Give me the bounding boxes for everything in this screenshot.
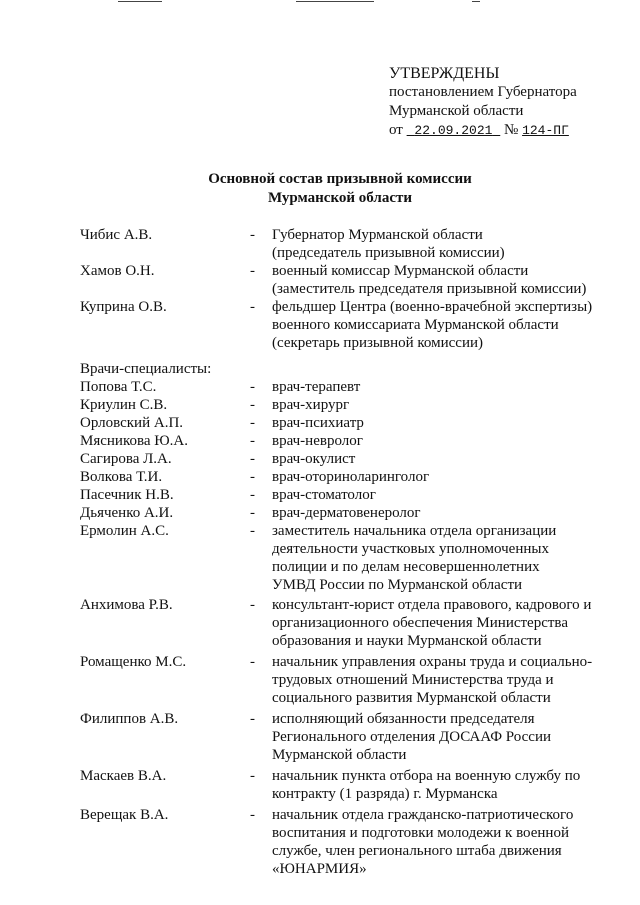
member-row xyxy=(80,522,620,594)
member-row xyxy=(80,486,620,504)
member-position xyxy=(272,298,620,352)
member-separator: - xyxy=(250,263,255,279)
member-row xyxy=(80,504,620,522)
member-separator: - xyxy=(250,487,255,503)
position-line: врач-окулист xyxy=(272,451,356,467)
position-line: врач-терапевт xyxy=(272,379,361,395)
approval-line-2: Мурманской области xyxy=(389,103,524,119)
commission-roster xyxy=(80,226,620,878)
member-separator: - xyxy=(250,807,255,823)
position-line: контракту (1 разряда) г. Мурманска xyxy=(272,786,498,802)
member-separator: - xyxy=(250,523,255,539)
member-position xyxy=(272,432,620,450)
approval-date: 22.09.2021 xyxy=(414,123,493,138)
member-name: Дьяченко А.И. xyxy=(80,505,174,521)
member-separator: - xyxy=(250,768,255,784)
member-name: Волкова Т.И. xyxy=(80,469,163,485)
member-name: Хамов О.Н. xyxy=(80,263,155,279)
member-row xyxy=(80,226,620,262)
member-separator: - xyxy=(250,451,255,467)
member-position xyxy=(272,378,620,396)
position-line: врач-невролог xyxy=(272,433,363,449)
member-position xyxy=(272,468,620,486)
member-separator: - xyxy=(250,379,255,395)
position-line: образования и науки Мурманской области xyxy=(272,633,542,649)
position-line: организационного обеспечения Министерства xyxy=(272,615,568,631)
position-line: УМВД России по Мурманской области xyxy=(272,577,523,593)
member-row xyxy=(80,468,620,486)
position-line: заместитель начальника отдела организации xyxy=(272,523,557,539)
member-position xyxy=(272,653,620,707)
position-line: (секретарь призывной комиссии) xyxy=(272,335,483,351)
member-separator: - xyxy=(250,654,255,670)
member-position xyxy=(272,486,620,504)
member-name: Чибис А.В. xyxy=(80,227,153,243)
member-position xyxy=(272,414,620,432)
position-line: консультант-юрист отдела правового, кадрового и xyxy=(272,597,592,613)
member-position xyxy=(272,396,620,414)
member-name: Попова Т.С. xyxy=(80,379,157,395)
position-line: начальник пункта отбора на военную службу по xyxy=(272,768,581,784)
member-row xyxy=(80,298,620,352)
position-line: врач-стоматолог xyxy=(272,487,376,503)
title-line-2: Мурманской области xyxy=(267,190,413,206)
members-top-list xyxy=(80,226,620,352)
member-position xyxy=(272,710,620,764)
member-separator: - xyxy=(250,469,255,485)
position-line: врач-хирург xyxy=(272,397,350,413)
member-separator: - xyxy=(250,397,255,413)
position-line: врач-психиатр xyxy=(272,415,364,431)
member-row xyxy=(80,378,620,396)
approval-stamp xyxy=(389,64,577,140)
position-line: начальник управления охраны труда и социально- xyxy=(272,654,593,670)
member-name: Ромащенко М.С. xyxy=(80,654,187,670)
member-row xyxy=(80,710,620,764)
position-line: деятельности участковых уполномоченных xyxy=(272,541,549,557)
member-name: Верещак В.А. xyxy=(80,807,169,823)
position-line: воспитания и подготовки молодежи к военной xyxy=(272,825,569,841)
position-line: военный комиссар Мурманской области xyxy=(272,263,529,279)
approval-heading: УТВЕРЖДЕНЫ xyxy=(389,65,500,82)
member-separator: - xyxy=(250,227,255,243)
member-position xyxy=(272,596,620,650)
position-line: фельдшер Центра (военно-врачебной экспертизы) xyxy=(272,299,593,315)
position-line: (заместитель председателя призывной комиссии) xyxy=(272,281,587,297)
position-line: врач-оториноларинголог xyxy=(272,469,430,485)
position-line: (председатель призывной комиссии) xyxy=(272,245,505,261)
title-line-1: Основной состав призывной комиссии xyxy=(208,171,472,187)
position-line: «ЮНАРМИЯ» xyxy=(272,861,367,877)
member-separator: - xyxy=(250,299,255,315)
specialists-heading: Врачи-специалисты: xyxy=(80,361,212,377)
page-top-edge-marks xyxy=(0,0,640,6)
member-name: Сагирова Л.А. xyxy=(80,451,172,467)
position-line: Регионального отделения ДОСААФ России xyxy=(272,729,552,745)
member-row xyxy=(80,396,620,414)
member-separator: - xyxy=(250,597,255,613)
position-line: военного комиссариата Мурманской области xyxy=(272,317,559,333)
member-position xyxy=(272,522,620,594)
member-row xyxy=(80,414,620,432)
member-name: Криулин С.В. xyxy=(80,397,168,413)
member-name: Ермолин А.С. xyxy=(80,523,169,539)
approval-line-1: постановлением Губернатора xyxy=(389,84,577,100)
member-name: Пасечник Н.В. xyxy=(80,487,174,503)
members-bottom-list xyxy=(80,378,620,878)
member-row xyxy=(80,806,620,878)
member-name: Филиппов А.В. xyxy=(80,711,179,727)
member-row xyxy=(80,432,620,450)
member-position xyxy=(272,262,620,298)
position-line: полиции и по делам несовершеннолетних xyxy=(272,559,540,575)
position-line: Мурманской области xyxy=(272,747,407,763)
member-name: Маскаев В.А. xyxy=(80,768,167,784)
document-title xyxy=(0,170,640,208)
member-row xyxy=(80,767,620,803)
number-sign: № xyxy=(504,122,519,138)
member-separator: - xyxy=(250,415,255,431)
member-row xyxy=(80,450,620,468)
position-line: начальник отдела гражданско-патриотического xyxy=(272,807,574,823)
member-position xyxy=(272,226,620,262)
approval-date-line xyxy=(389,121,577,140)
position-line: исполняющий обязанности председателя xyxy=(272,711,535,727)
approval-number: 124-ПГ xyxy=(522,123,569,138)
member-name: Мясникова Ю.А. xyxy=(80,433,189,449)
member-name: Куприна О.В. xyxy=(80,299,167,315)
specialists-heading-row xyxy=(80,360,620,378)
member-name: Анхимова Р.В. xyxy=(80,597,173,613)
member-name: Орловский А.П. xyxy=(80,415,184,431)
member-separator: - xyxy=(250,505,255,521)
member-separator: - xyxy=(250,711,255,727)
member-position xyxy=(272,806,620,878)
date-prefix: от xyxy=(389,122,403,138)
member-position xyxy=(272,504,620,522)
member-separator: - xyxy=(250,433,255,449)
member-row xyxy=(80,262,620,298)
position-line: службе, член регионального штаба движения xyxy=(272,843,562,859)
member-position xyxy=(272,767,620,803)
position-line: Губернатор Мурманской области xyxy=(272,227,483,243)
member-row xyxy=(80,653,620,707)
position-line: социального развития Мурманской области xyxy=(272,690,551,706)
member-row xyxy=(80,596,620,650)
member-position xyxy=(272,450,620,468)
position-line: трудовых отношений Министерства труда и xyxy=(272,672,554,688)
position-line: врач-дерматовенеролог xyxy=(272,505,421,521)
